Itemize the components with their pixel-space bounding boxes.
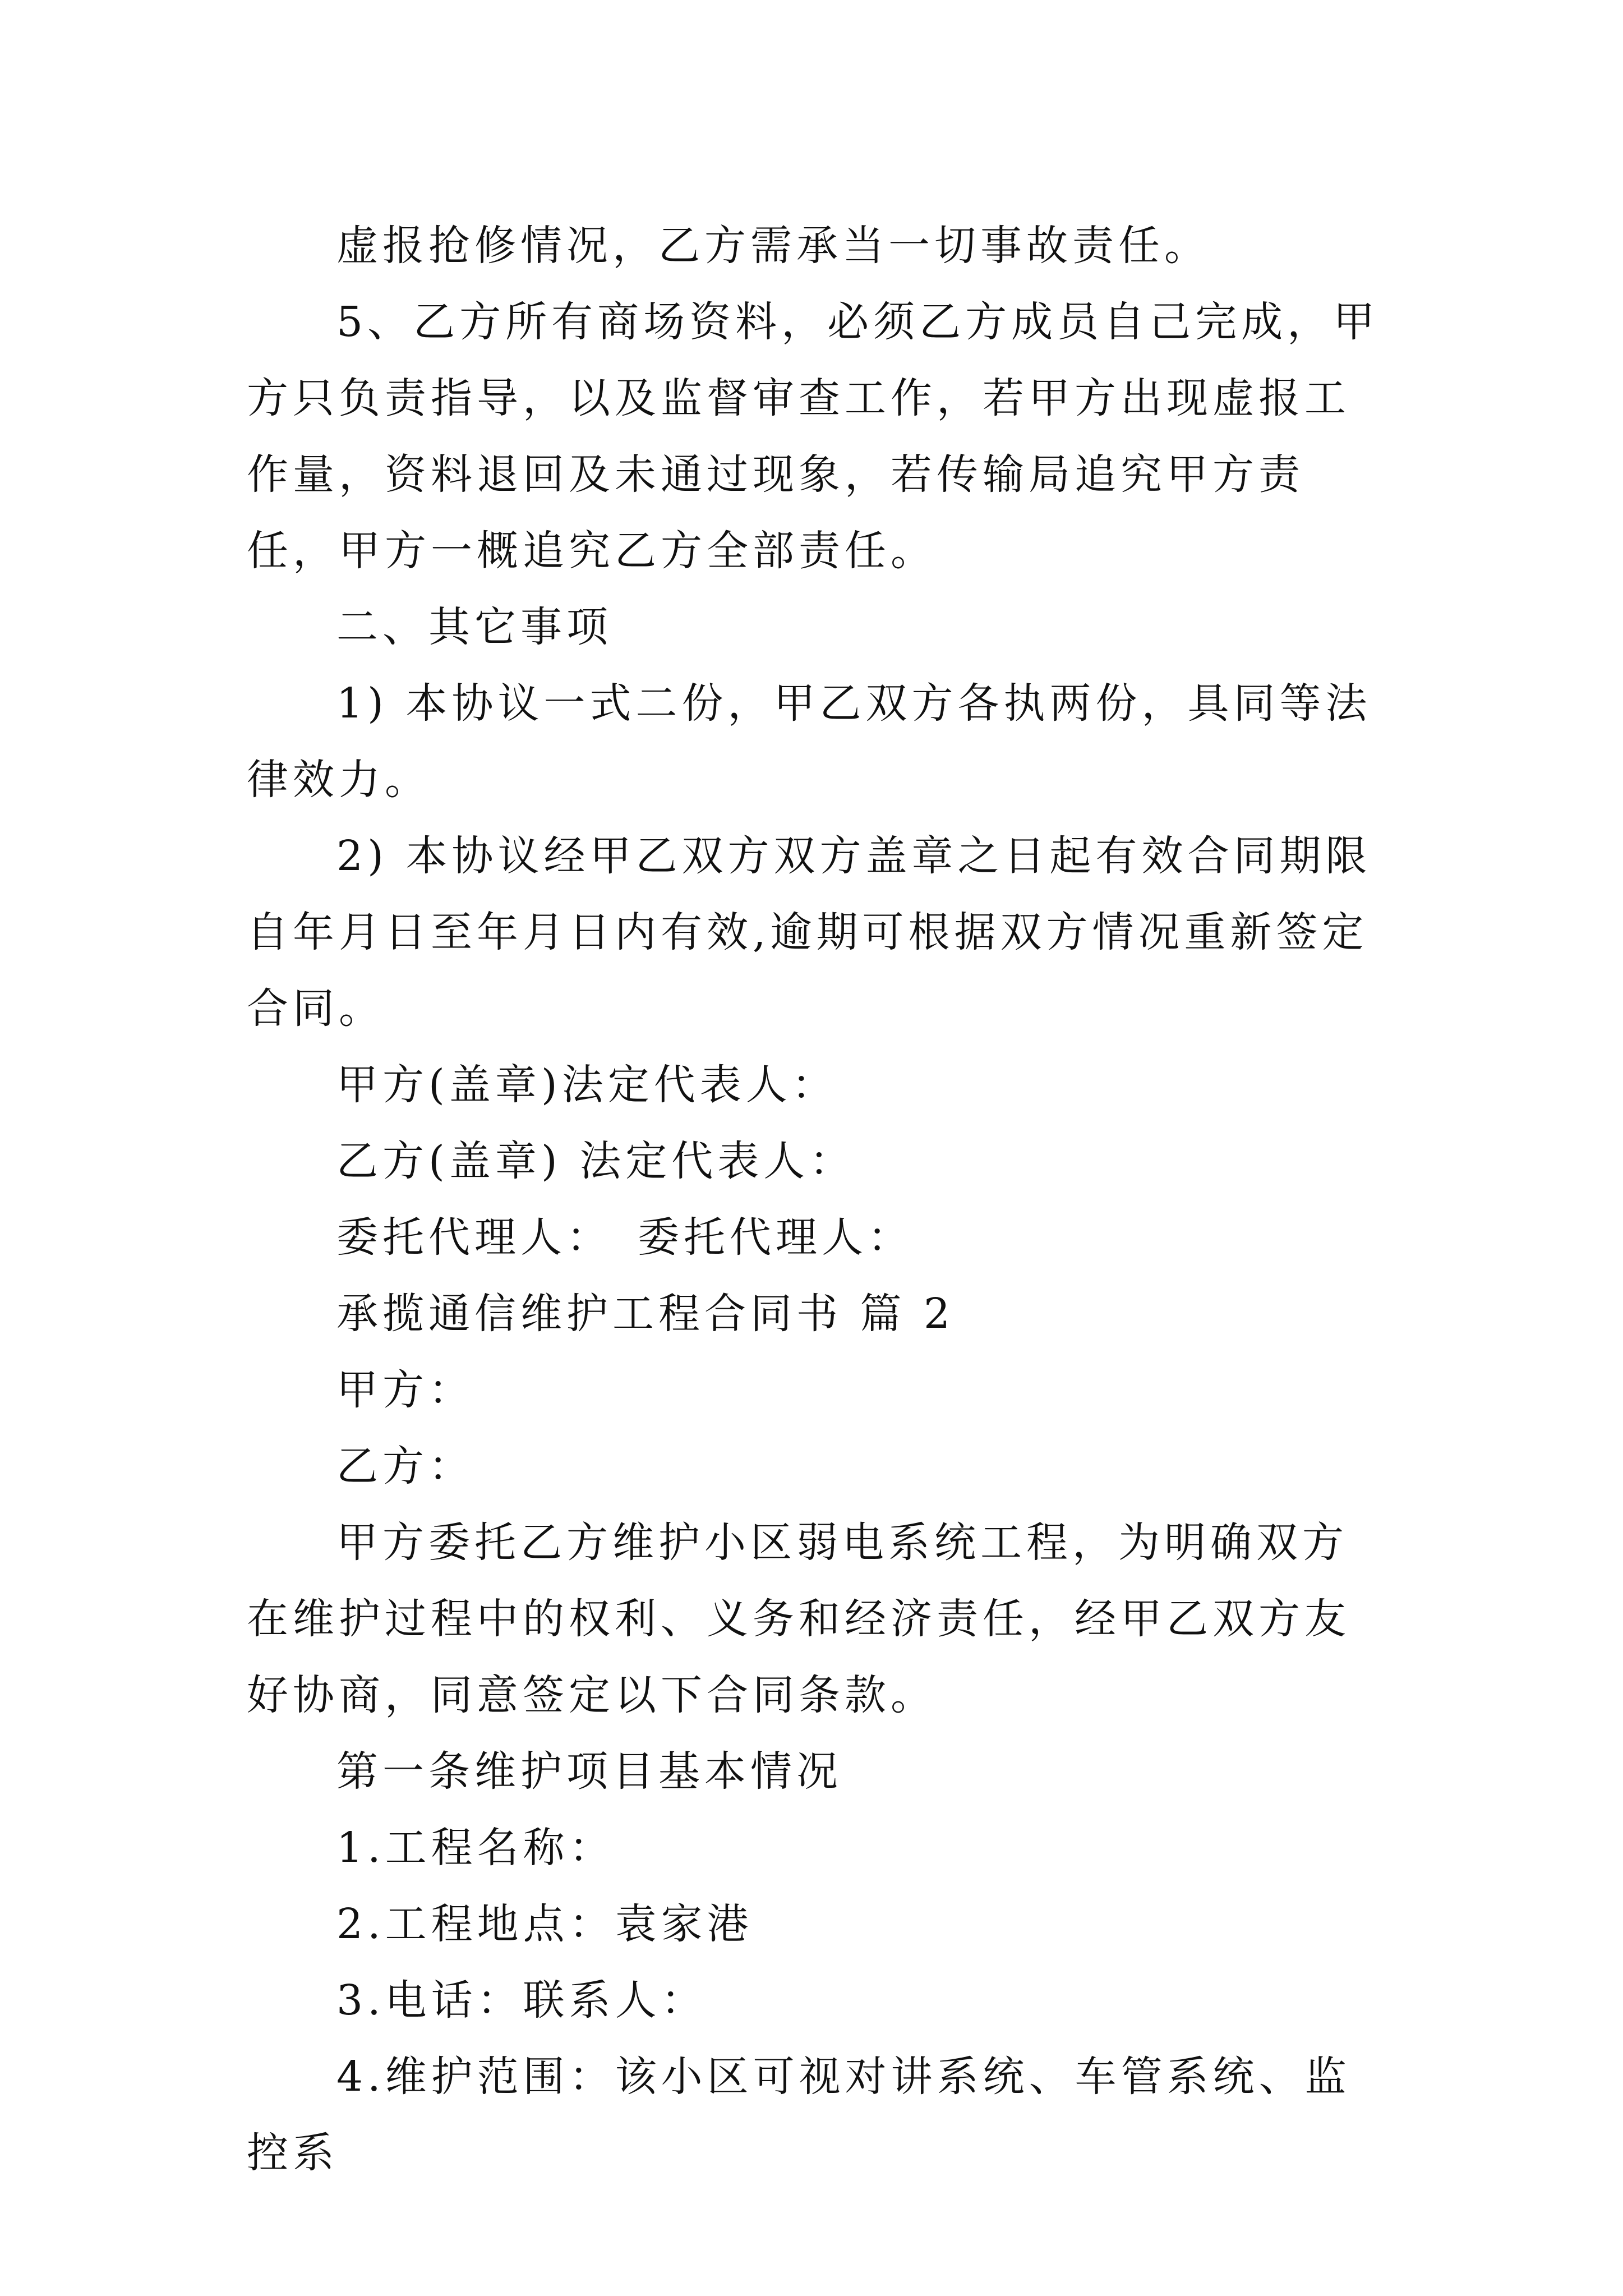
party-a-line: 甲方：: [336, 1366, 474, 1414]
paragraph-continuation: 虚报抢修情况，乙方需承当一切事故责任。: [336, 222, 1210, 270]
party-b-line: 乙方：: [336, 1442, 474, 1490]
item-project-name: 1.工程名称：: [336, 1824, 615, 1872]
item-project-location: 2.工程地点：袁家港: [336, 1900, 753, 1948]
paragraph-clause-2: 2) 本协议经甲乙双方双方盖章之日起有效合同期限自年月日至年月日内有效,逾期可根据双方情况重新签定合同。: [247, 832, 1372, 1033]
article-1-heading: 第一条维护项目基本情况: [336, 1747, 842, 1796]
party-b-signature-line: 乙方(盖章) 法定代表人：: [336, 1137, 856, 1185]
agent-signature-line: 委托代理人： 委托代理人：: [336, 1213, 914, 1262]
document-body: [247, 208, 1391, 2191]
contract-title: 承揽通信维护工程合同书 篇 2: [336, 1290, 955, 1338]
paragraph-item-5: 5、乙方所有商场资料，必须乙方成员自己完成，甲方只负责指导，以及监督审查工作，若甲方出现虚报工作量，资料退回及未通过现象，若传输局追究甲方责任，甲方一概追究乙方全部责任。: [247, 298, 1380, 575]
item-maintenance-scope: 4.维护范围：该小区可视对讲系统、车管系统、监控系: [247, 2053, 1351, 2177]
paragraph-clause-1: 1) 本协议一式二份，甲乙双方各执两份，具同等法律效力。: [247, 679, 1372, 804]
paragraph-intro: 甲方委托乙方维护小区弱电系统工程，为明确双方在维护过程中的权利、义务和经济责任，经甲乙双方友好协商，同意签定以下合同条款。: [247, 1519, 1350, 1719]
party-a-signature-line: 甲方(盖章)法定代表人：: [336, 1061, 838, 1109]
section-heading-other-matters: 二、其它事项: [336, 603, 612, 651]
item-phone-contact: 3.电话：联系人：: [336, 1976, 707, 2024]
